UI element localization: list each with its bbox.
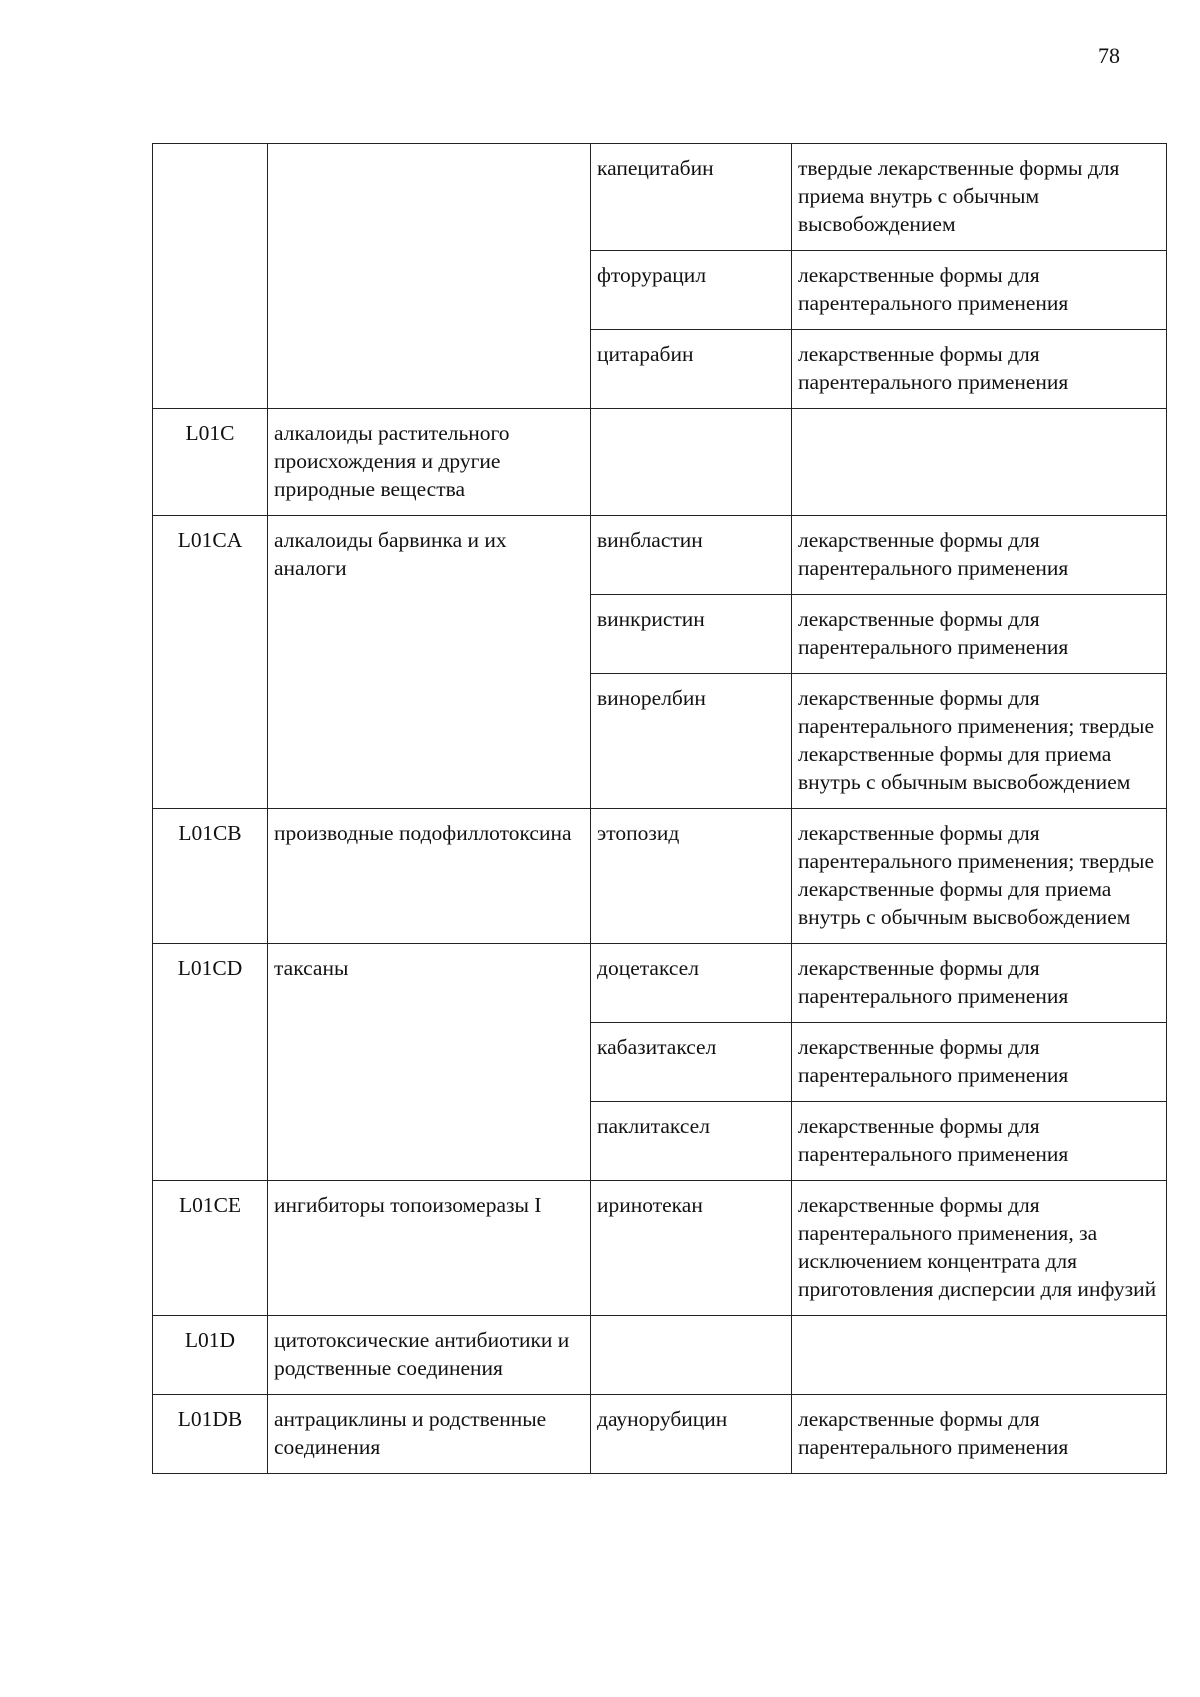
drug-name-cell: кабазитаксел — [591, 1023, 792, 1102]
drug-table — [152, 143, 1167, 1474]
atc-code-cell: L01CD — [153, 944, 268, 1181]
atc-group-cell: ингибиторы топоизомеразы I — [268, 1181, 591, 1316]
atc-code-cell: L01C — [153, 409, 268, 516]
drug-name-cell: винкристин — [591, 595, 792, 674]
dosage-form-cell: лекарственные формы для парентерального применения, за исключением концентрата для приготовления дисперсии для инфузий — [792, 1181, 1167, 1316]
dosage-form-cell: лекарственные формы для парентерального применения — [792, 944, 1167, 1023]
drug-name-cell: паклитаксел — [591, 1102, 792, 1181]
drug-name-cell — [591, 1316, 792, 1395]
dosage-form-cell: лекарственные формы для парентерального применения; твердые лекарственные формы для приема внутрь с обычным высвобождением — [792, 809, 1167, 944]
table-row — [153, 516, 1167, 595]
dosage-form-cell — [792, 1316, 1167, 1395]
drug-name-cell: винорелбин — [591, 674, 792, 809]
drug-name-cell: доцетаксел — [591, 944, 792, 1023]
drug-name-cell: этопозид — [591, 809, 792, 944]
dosage-form-cell: лекарственные формы для парентерального применения — [792, 251, 1167, 330]
page-number: 78 — [1098, 43, 1120, 68]
dosage-form-cell: лекарственные формы для парентерального применения; твердые лекарственные формы для приема внутрь с обычным высвобождением — [792, 674, 1167, 809]
drug-name-cell: капецитабин — [591, 144, 792, 251]
drug-name-cell: иринотекан — [591, 1181, 792, 1316]
drug-name-cell — [591, 409, 792, 516]
dosage-form-cell: лекарственные формы для парентерального применения — [792, 595, 1167, 674]
atc-group-cell: алкалоиды барвинка и их аналоги — [268, 516, 591, 809]
atc-group-cell — [268, 144, 591, 409]
atc-group-cell: антрациклины и родственные соединения — [268, 1395, 591, 1474]
atc-code-cell: L01CE — [153, 1181, 268, 1316]
dosage-form-cell: лекарственные формы для парентерального применения — [792, 1395, 1167, 1474]
atc-code-cell: L01CA — [153, 516, 268, 809]
atc-code-cell: L01DB — [153, 1395, 268, 1474]
drug-name-cell: цитарабин — [591, 330, 792, 409]
table-row — [153, 144, 1167, 251]
drug-name-cell: фторурацил — [591, 251, 792, 330]
table-row — [153, 1181, 1167, 1316]
atc-group-cell: алкалоиды растительного происхождения и другие природные вещества — [268, 409, 591, 516]
dosage-form-cell: лекарственные формы для парентерального применения — [792, 1023, 1167, 1102]
atc-group-cell: цитотоксические антибиотики и родственные соединения — [268, 1316, 591, 1395]
table-row — [153, 944, 1167, 1023]
atc-code-cell: L01D — [153, 1316, 268, 1395]
atc-code-cell: L01CB — [153, 809, 268, 944]
table-row — [153, 1395, 1167, 1474]
dosage-form-cell: лекарственные формы для парентерального применения — [792, 516, 1167, 595]
table-row — [153, 809, 1167, 944]
dosage-form-cell: лекарственные формы для парентерального применения — [792, 1102, 1167, 1181]
atc-code-cell — [153, 144, 268, 409]
table-row — [153, 409, 1167, 516]
dosage-form-cell: лекарственные формы для парентерального применения — [792, 330, 1167, 409]
drug-name-cell: винбластин — [591, 516, 792, 595]
dosage-form-cell — [792, 409, 1167, 516]
dosage-form-cell: твердые лекарственные формы для приема внутрь с обычным высвобождением — [792, 144, 1167, 251]
table-row — [153, 1316, 1167, 1395]
drug-name-cell: даунорубицин — [591, 1395, 792, 1474]
atc-group-cell: таксаны — [268, 944, 591, 1181]
atc-group-cell: производные подофиллотоксина — [268, 809, 591, 944]
